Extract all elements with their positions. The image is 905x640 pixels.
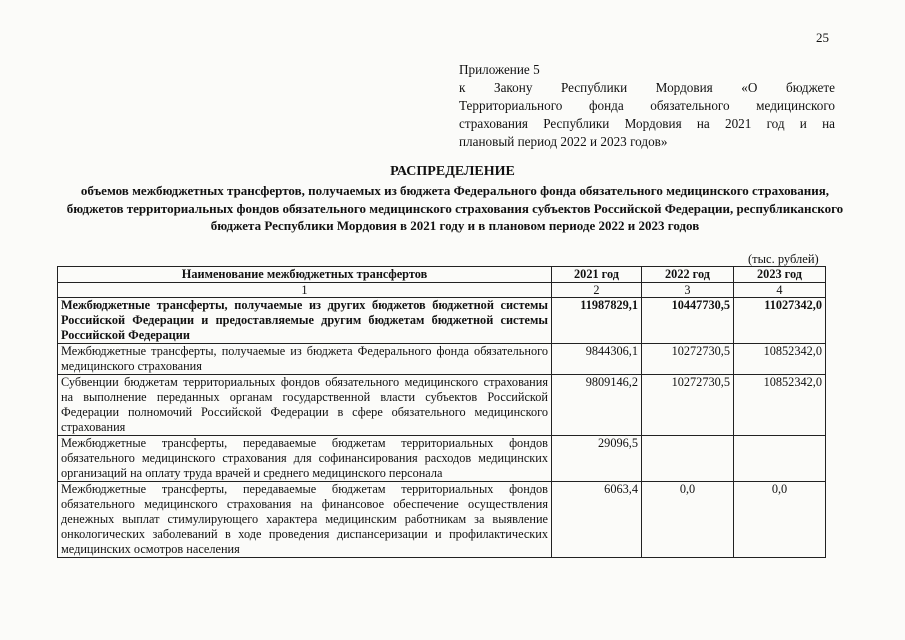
header-name: Наименование межбюджетных трансфертов [58,267,552,283]
header-2023: 2023 год [734,267,826,283]
table-header-row [58,267,826,283]
appendix-line: страхования Республики Мордовия на 2021 год и на [459,116,835,131]
row-name: Межбюджетные трансферты, получаемые из других бюджетов бюджетной системы Российской Федерации и предоставляемые другим бюджетам бюджетной системы Российской Федерации [58,298,552,344]
value-2022: 10447730,5 [642,298,734,344]
appendix-line: к Закону Республики Мордовия «О бюджете [459,80,835,95]
value-2021: 9844306,1 [552,344,642,375]
page-number: 25 [816,30,829,45]
column-number: 2 [552,283,642,298]
value-2022 [642,436,734,482]
document-title: РАСПРЕДЕЛЕНИЕ [390,164,515,179]
value-2023: 10852342,0 [734,375,826,436]
document-subtitle: объемов межбюджетных трансфертов, получаемых из бюджета Федерального фонда обязательного медицинского страхования, бюджетов территориальных фондов обязательного медицинского страхования субъектов Российской Федерации, республиканского бюджета Республики Мордовия в 2021 году и в плановом периоде 2022 и 2023 годов [66,183,844,233]
column-number: 4 [734,283,826,298]
table-row [58,344,826,375]
header-2022: 2022 год [642,267,734,283]
table-row [58,375,826,436]
value-2021: 9809146,2 [552,375,642,436]
units-label: (тыс. рублей) [748,252,819,266]
value-2022: 0,0 [642,482,734,558]
row-name: Межбюджетные трансферты, получаемые из бюджета Федерального фонда обязательного медицинского страхования [58,344,552,375]
value-2023: 10852342,0 [734,344,826,375]
table-row [58,482,826,558]
value-2023: 0,0 [734,482,826,558]
table-row [58,298,826,344]
value-2023 [734,436,826,482]
appendix-line: плановый период 2022 и 2023 годов» [459,134,668,149]
transfers-table [57,266,826,558]
header-2021: 2021 год [552,267,642,283]
row-name: Межбюджетные трансферты, передаваемые бюджетам территориальных фондов обязательного медицинского страхования для софинансирования расходов медицинских организаций на оплату труда врачей и среднего медицинского персонала [58,436,552,482]
value-2021: 11987829,1 [552,298,642,344]
column-number: 1 [58,283,552,298]
appendix-note [459,61,835,151]
table-row [58,436,826,482]
row-name: Межбюджетные трансферты, передаваемые бюджетам территориальных фондов обязательного медицинского страхования на финансовое обеспечение осуществления денежных выплат стимулирующего характера медицинским работникам за выявление онкологических заболеваний в ходе проведения диспансеризации и профилактических медицинских осмотров населения [58,482,552,558]
column-number-row [58,283,826,298]
value-2021: 6063,4 [552,482,642,558]
value-2022: 10272730,5 [642,344,734,375]
column-number: 3 [642,283,734,298]
value-2021: 29096,5 [552,436,642,482]
appendix-line: Территориального фонда обязательного медицинского [459,98,835,113]
row-name: Субвенции бюджетам территориальных фондов обязательного медицинского страхования на выполнение переданных органам государственной власти субъектов Российской Федерации полномочий Российской Федерации в сфере обязательного медицинского страхования [58,375,552,436]
value-2023: 11027342,0 [734,298,826,344]
value-2022: 10272730,5 [642,375,734,436]
appendix-line: Приложение 5 [459,62,540,77]
